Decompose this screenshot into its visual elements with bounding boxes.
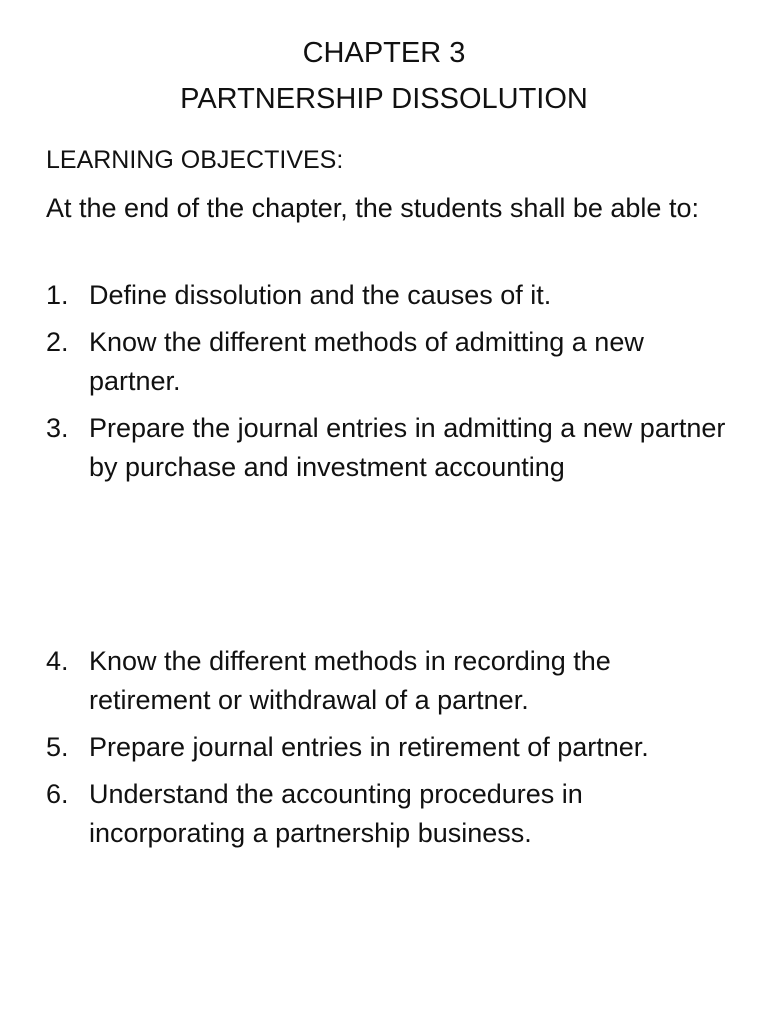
list-item xyxy=(46,775,736,853)
chapter-title: PARTNERSHIP DISSOLUTION xyxy=(180,83,588,115)
list-item xyxy=(46,323,736,401)
list-item-text: Define dissolution and the causes of it. xyxy=(89,280,552,310)
list-item xyxy=(46,642,736,720)
objectives-list-part-2 xyxy=(46,642,736,861)
list-item xyxy=(46,409,736,487)
list-item xyxy=(46,728,736,767)
list-item-number: 3. xyxy=(46,413,69,443)
list-item-number: 4. xyxy=(46,646,69,676)
list-item-text: Know the different methods in recording the retirement or withdrawal of a partner. xyxy=(89,646,611,715)
chapter-number: CHAPTER 3 xyxy=(302,37,466,69)
list-item-number: 2. xyxy=(46,327,69,357)
objectives-list-part-1 xyxy=(46,276,736,495)
list-item-number: 5. xyxy=(46,732,69,762)
list-item-text: Prepare the journal entries in admitting a new partner by purchase and investment accounting xyxy=(89,413,726,482)
list-item-text: Prepare journal entries in retirement of partner. xyxy=(89,732,649,762)
list-item-number: 6. xyxy=(46,779,69,809)
list-item-text: Know the different methods of admitting a new partner. xyxy=(89,327,644,396)
list-item xyxy=(46,276,736,315)
objectives-heading: LEARNING OBJECTIVES: xyxy=(46,146,344,174)
list-item-number: 1. xyxy=(46,280,69,310)
objectives-intro: At the end of the chapter, the students shall be able to: xyxy=(46,193,699,223)
list-item-text: Understand the accounting procedures in incorporating a partnership business. xyxy=(89,779,583,848)
